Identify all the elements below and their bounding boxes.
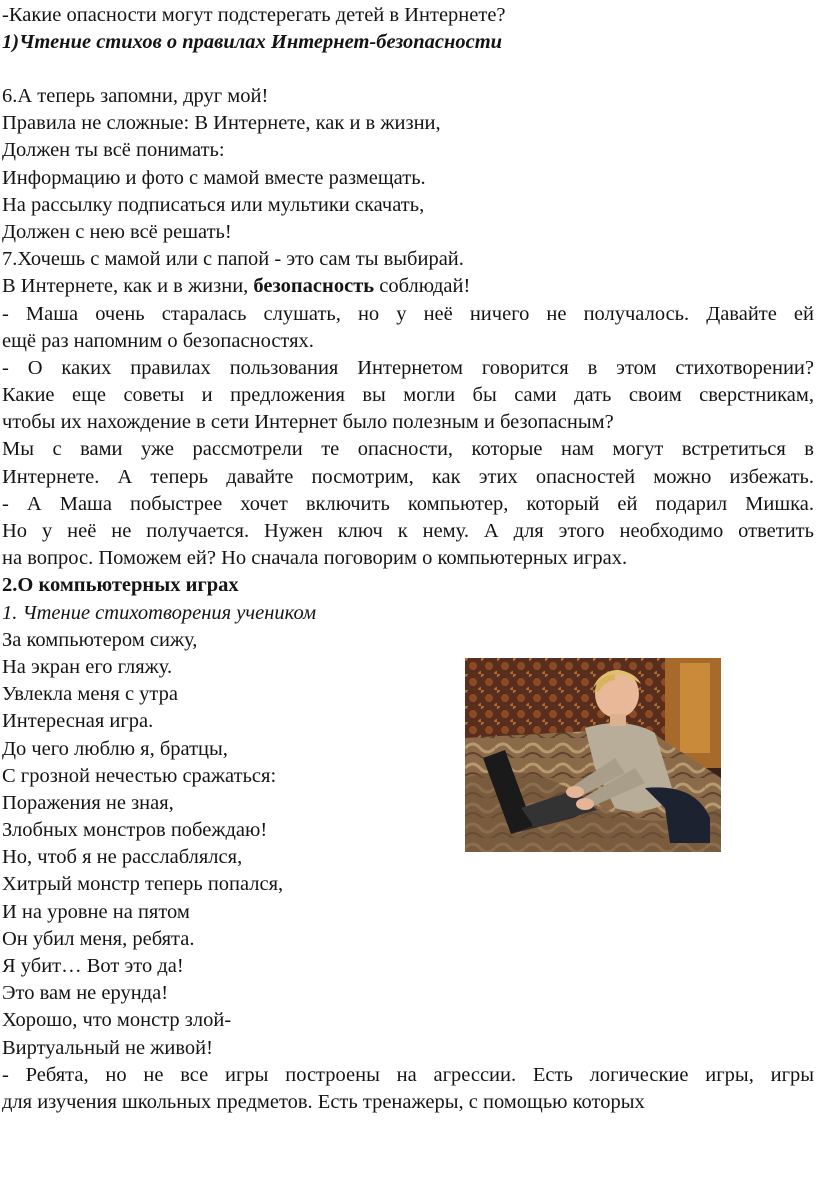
section2-subtitle: 1. Чтение стихотворения учеником — [2, 601, 317, 624]
poem-line: До чего люблю я, братцы, — [2, 737, 228, 760]
intro-question: -Какие опасности могут подстерегать детей в Интернете? — [2, 4, 506, 26]
poem-line: Должен с нею всё решать! — [2, 220, 232, 243]
poem-safety-rules — [2, 83, 814, 1116]
photo-illustration — [465, 658, 721, 852]
paragraph-computer-key — [2, 491, 814, 573]
poem-line: Поражения не зная, — [2, 791, 174, 814]
poem-line: 7.Хочешь с мамой или с папой - это сам ты выбирай. — [2, 248, 464, 271]
poem-line: Увлекла меня с утра — [2, 683, 178, 706]
paragraph-line: - О каких правилах пользования Интернетом говорится в этом стихотворении? — [2, 356, 814, 379]
poem-line: С грозной нечестью сражаться: — [2, 764, 277, 787]
paragraph-line: чтобы их нахождение в сети Интернет было полезным и безопасным? — [2, 411, 614, 434]
poem-line: Злобных монстров побеждаю! — [2, 819, 268, 842]
poem-line: Информацию и фото с мамой вместе размещать. — [2, 166, 426, 189]
poem-line: За компьютером сижу, — [2, 628, 198, 651]
paragraph-line: Интернете. А теперь давайте посмотрим, как этих опасностей можно избежать. — [2, 465, 814, 488]
poem-line: Но, чтоб я не расслаблялся, — [2, 846, 243, 869]
paragraph-line: Мы с вами уже рассмотрели те опасности, которые нам могут встретиться в — [2, 438, 814, 461]
bold-word-safety: безопасность — [253, 275, 375, 298]
paragraph-line: на вопрос. Поможем ей? Но сначала поговорим о компьютерных играх. — [2, 547, 628, 570]
paragraph-line: Какие еще советы и предложения вы могли бы сами дать своим сверстникам, — [2, 384, 814, 407]
paragraph-line: - Маша очень старалась слушать, но у неё ничего не получалось. Давайте ей — [2, 302, 814, 325]
section2-title: 2.О компьютерных играх — [2, 574, 239, 597]
poem-line: На рассылку подписаться или мультики скачать, — [2, 193, 425, 216]
poem-line: На экран его гляжу. — [2, 655, 173, 678]
text-run: соблюдай! — [374, 275, 471, 298]
poem-line: 6.А теперь запомни, друг мой! — [2, 85, 269, 107]
poem-line: Хитрый монстр теперь попался, — [2, 873, 284, 896]
poem-line-safety — [2, 273, 814, 300]
paragraph-masha-listening — [2, 301, 814, 355]
poem-line: Я убит… Вот это да! — [2, 955, 184, 977]
paragraph-line: для изучения школьных предметов. Есть тренажеры, с помощью которых — [2, 1090, 645, 1113]
paragraph-line: ещё раз напомним о безопасностях. — [2, 329, 314, 352]
poem-line: Должен ты всё понимать: — [2, 139, 225, 162]
paragraph-dangers — [2, 436, 814, 490]
paragraph-rules-question — [2, 355, 814, 437]
text-run: В Интернете, как и в жизни, — [2, 275, 254, 298]
poem-line: И на уровне на пятом — [2, 900, 190, 923]
poem-line: Он убил меня, ребята. — [2, 927, 195, 950]
photo-boy-with-laptop — [465, 658, 721, 852]
poem-line: Виртуальный не живой! — [2, 1036, 213, 1059]
paragraph-line: - Ребята, но не все игры построены на агрессии. Есть логические игры, игры — [2, 1063, 814, 1086]
poem-line: Это вам не ерунда! — [2, 982, 169, 1005]
section1-title: 1)Чтение стихов о правилах Интернет-безопасности — [2, 31, 503, 54]
poem-line: Правила не сложные: В Интернете, как и в жизни, — [2, 112, 441, 135]
paragraph-line: - А Маша побыстрее хочет включить компьютер, который ей подарил Мишка. — [2, 492, 814, 515]
paragraph-line: Но у неё не получается. Нужен ключ к нему. А для этого необходимо ответить — [2, 520, 814, 542]
header — [2, 2, 814, 56]
poem-line: Интересная игра. — [2, 710, 154, 733]
poem-line: Хорошо, что монстр злой- — [2, 1009, 232, 1032]
paragraph-closing — [2, 1062, 814, 1116]
